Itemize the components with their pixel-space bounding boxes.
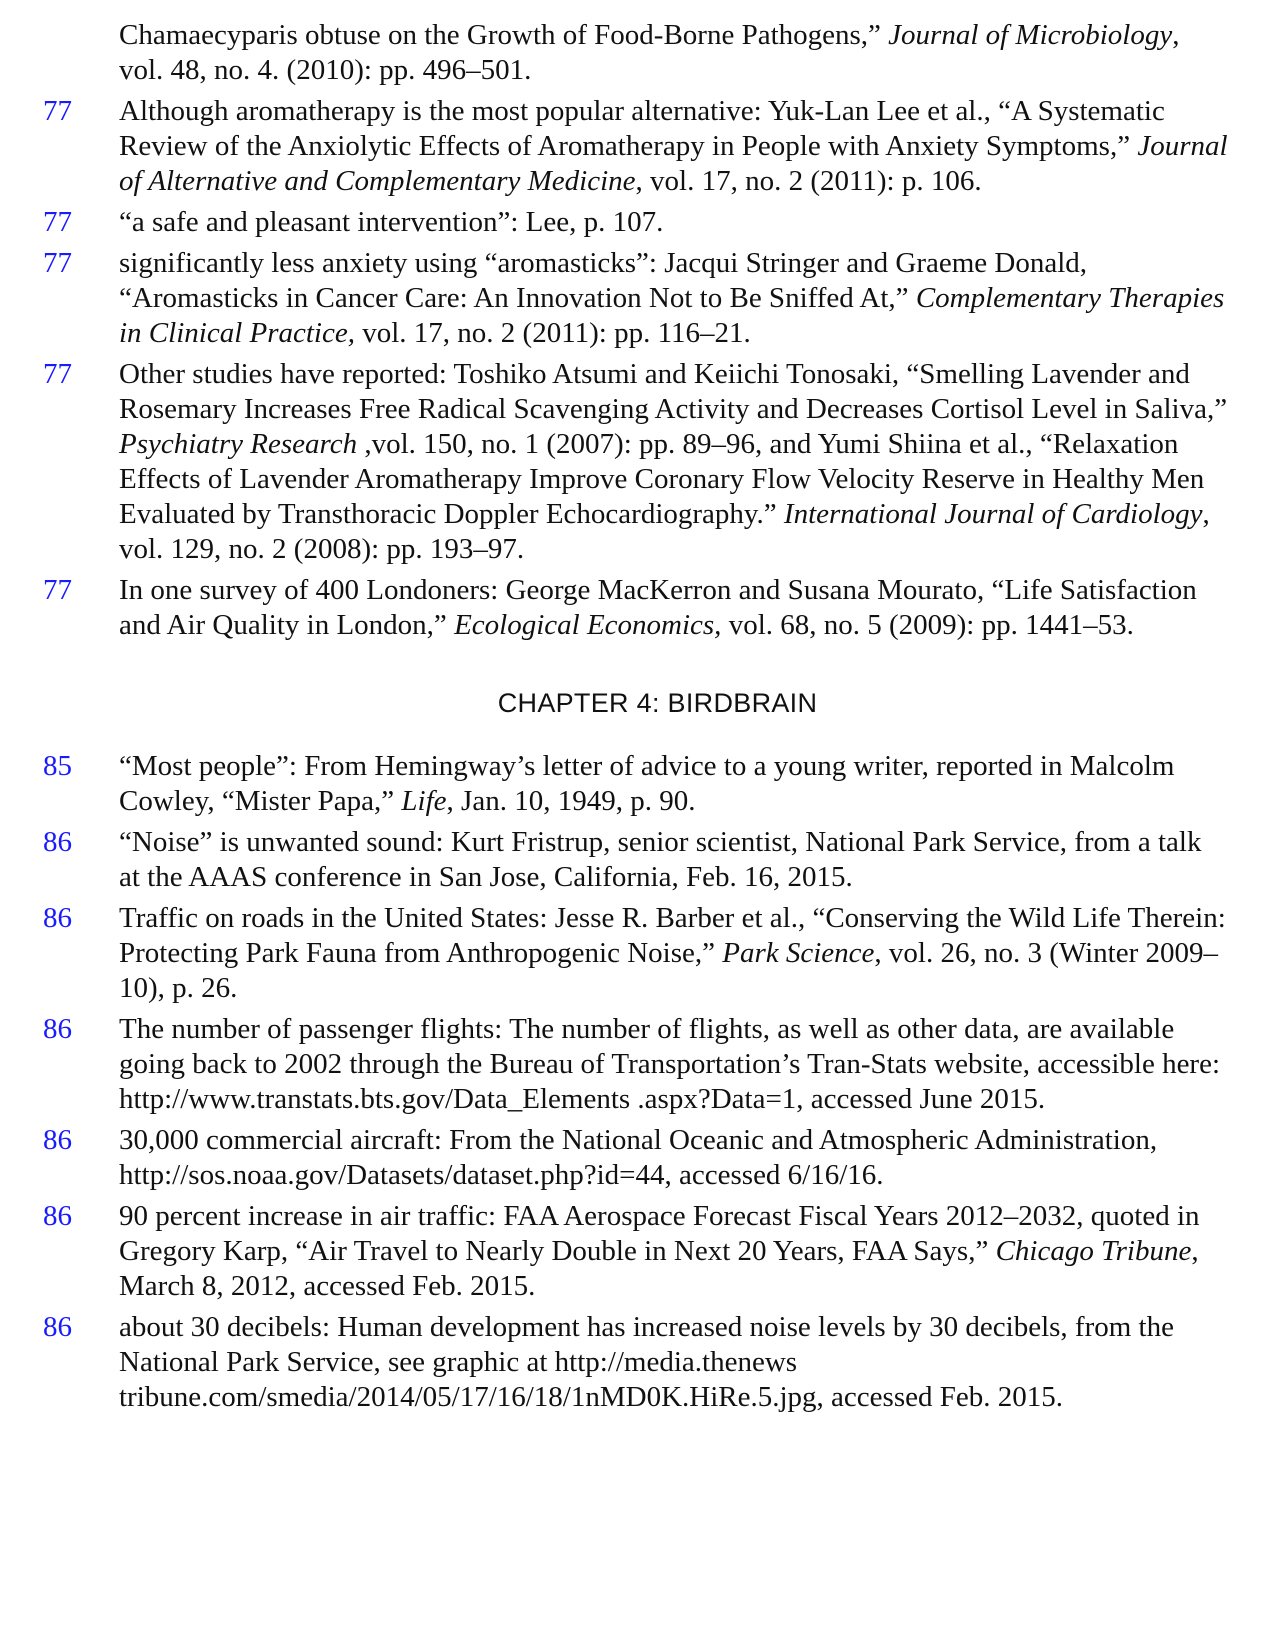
endnote (43, 1310, 1229, 1415)
endnote-text-segment: The number of passenger flights: The number of flights, as well as other data, are available going back to 2002 through the Bureau of Transportation’s Tran-Stats website, accessible here: http://www.transtats.bts.gov/Data_Elements .aspx?Data=1, accessed June 2015. (119, 1013, 1221, 1115)
endnote-text-segment: Although aromatherapy is the most popular alternative: Yuk-Lan Lee et al., “A Systematic Review of the Anxiolytic Effects of Aromatherapy in People with Anxiety Symptoms,” (119, 95, 1165, 162)
endnote-text-segment: 30,000 commercial aircraft: From the National Oceanic and Atmospheric Administration, http://sos.noaa.gov/Datasets/dataset.php?id=44, accessed 6/16/16. (119, 1124, 1158, 1191)
endnote-text (119, 357, 1229, 567)
endnote-text (119, 1012, 1229, 1117)
endnote (43, 825, 1229, 895)
endnote (43, 94, 1229, 199)
endnote-title-italic: Park Science (722, 937, 875, 969)
endnote-text (119, 246, 1229, 351)
endnote (43, 205, 1229, 240)
endnote-title-italic: Complementary Therapies in Clinical Practice, (119, 282, 1225, 349)
endnote-text-segment: , vol. 48, no. 4. (2010): pp. 496–501. (119, 19, 1180, 86)
endnote-text (119, 94, 1229, 199)
endnote-text-segment: Other studies have reported: Toshiko Atsumi and Keiichi Tonosaki, “Smelling Lavender and Rosemary Increases Free Radical Scavenging Activity and Decreases Cortisol Level in Saliva,” (119, 358, 1228, 425)
endnote-page-number[interactable]: 77 (43, 95, 72, 127)
endnote-title-italic: Chicago Tribune (995, 1235, 1192, 1267)
endnote (43, 1123, 1229, 1193)
endnote-text-segment: , vol. 17, no. 2 (2011): p. 106. (635, 165, 982, 197)
endnote-page-number[interactable]: 77 (43, 574, 72, 606)
endnote (43, 1012, 1229, 1117)
endnote (43, 573, 1229, 643)
endnote-page-number[interactable]: 86 (43, 1124, 72, 1156)
endnote-page-number[interactable]: 77 (43, 358, 72, 390)
endnote-page-number[interactable]: 86 (43, 1311, 72, 1343)
endnote-title-italic: Journal of Microbiology (888, 19, 1173, 51)
endnote-text-segment: , Jan. 10, 1949, p. 90. (446, 785, 696, 817)
endnote-title-italic: Journal of Alternative and Complementary Medicine (119, 130, 1228, 197)
endnote-page-number[interactable]: 86 (43, 1013, 72, 1045)
endnote (43, 901, 1229, 1006)
endnotes-page (0, 18, 1275, 1421)
endnote-text (119, 901, 1229, 1006)
endnote-text-segment: 90 percent increase in air traffic: FAA Aerospace Forecast Fiscal Years 2012–2032, quoted in Gregory Karp, “Air Travel to Nearly Double in Next 20 Years, FAA Says,” (119, 1200, 1200, 1267)
endnote-text-segment: , vol. 26, no. 3 (Winter 2009–10), p. 26. (119, 937, 1218, 1004)
endnote-text (119, 749, 1229, 819)
endnote-text-segment: vol. 17, no. 2 (2011): pp. 116–21. (354, 317, 751, 349)
endnote-text (119, 18, 1229, 88)
endnote-text-segment: “a safe and pleasant intervention”: Lee, p. 107. (119, 206, 664, 238)
endnote-continuation (119, 18, 1229, 88)
endnote-text-segment: Traffic on roads in the United States: Jesse R. Barber et al., “Conserving the Wild Life Therein: Protecting Park Fauna from Anthropogenic Noise,” (119, 902, 1226, 969)
endnote-text-segment: “Most people”: From Hemingway’s letter of advice to a young writer, reported in Malcolm Cowley, “Mister Papa,” (119, 750, 1175, 817)
endnote-page-number[interactable]: 85 (43, 750, 72, 782)
endnote-page-number[interactable]: 86 (43, 1200, 72, 1232)
endnote (43, 749, 1229, 819)
endnote (43, 246, 1229, 351)
endnote-title-italic: Psychiatry Research (119, 428, 358, 460)
endnote-title-italic: Ecological Economics, (454, 609, 722, 641)
endnote (43, 1199, 1229, 1304)
endnote-text (119, 1199, 1229, 1304)
endnote-title-italic: Life (401, 785, 447, 817)
endnote-text-segment: “Noise” is unwanted sound: Kurt Fristrup, senior scientist, National Park Service, from a talk at the AAAS conference in San Jose, California, Feb. 16, 2015. (119, 826, 1202, 893)
endnote-text-segment: In one survey of 400 Londoners: George MacKerron and Susana Mourato, “Life Satisfaction and Air Quality in London,” (119, 574, 1197, 641)
endnote-text-segment: vol. 68, no. 5 (2009): pp. 1441–53. (721, 609, 1134, 641)
endnote-page-number[interactable]: 86 (43, 826, 72, 858)
endnote-text (119, 825, 1229, 895)
endnote (43, 357, 1229, 567)
notes-list-after (0, 749, 1275, 1415)
chapter-heading: CHAPTER 4: BIRDBRAIN (497, 688, 818, 718)
endnote-text (119, 1123, 1229, 1193)
notes-list-before (0, 18, 1275, 643)
endnote-text-segment: Chamaecyparis obtuse on the Growth of Food-Borne Pathogens,” (119, 19, 889, 51)
endnote-page-number[interactable]: 86 (43, 902, 72, 934)
endnote-title-italic: International Journal of Cardiology (783, 498, 1203, 530)
endnote-text-segment: , vol. 129, no. 2 (2008): pp. 193–97. (119, 498, 1210, 565)
endnote-text-segment: about 30 decibels: Human development has increased noise levels by 30 decibels, from the National Park Service, see graphic at http://media.thenews tribune.com/smedia/2014/05/17/16/18/1nMD0K.HiRe.5.jpg, accessed Feb. 2015. (119, 1311, 1174, 1413)
endnote-text-segment: significantly less anxiety using “aromasticks”: Jacqui Stringer and Graeme Donald, “Aromasticks in Cancer Care: An Innovation Not to Be Sniffed At,” (119, 247, 1088, 314)
endnote-text (119, 205, 1229, 240)
endnote-text-segment: ,vol. 150, no. 1 (2007): pp. 89–96, and Yumi Shiina et al., “Relaxation Effects of Lavender Aromatherapy Improve Coronary Flow Velocity Reserve in Healthy Men Evaluated by Transthoracic Doppler Echocardiography.” (119, 428, 1205, 530)
endnote-page-number[interactable]: 77 (43, 206, 72, 238)
endnote-text (119, 1310, 1229, 1415)
endnote-text (119, 573, 1229, 643)
endnote-text-segment: , March 8, 2012, accessed Feb. 2015. (119, 1235, 1199, 1302)
endnote-page-number[interactable]: 77 (43, 247, 72, 279)
